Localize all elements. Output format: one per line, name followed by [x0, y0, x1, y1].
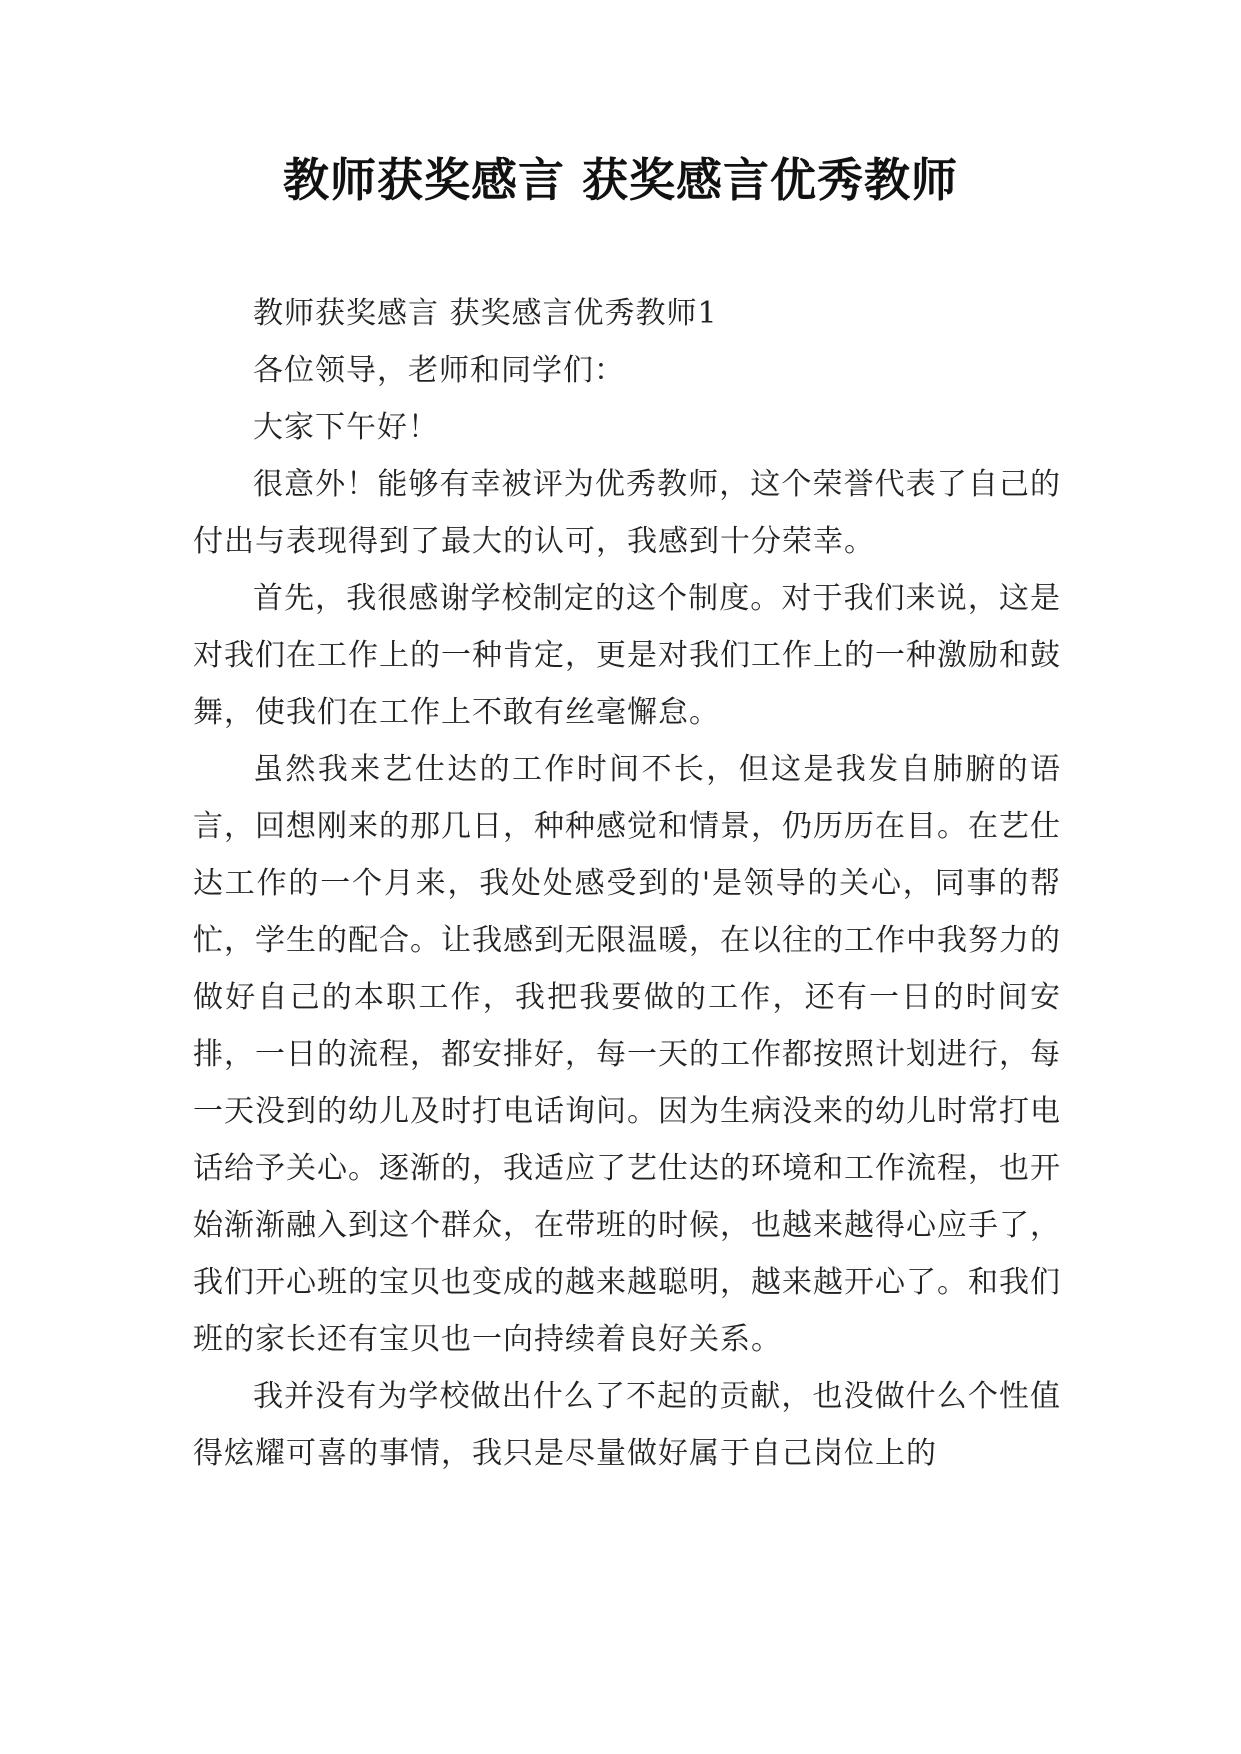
paragraph-greeting: 大家下午好！: [253, 410, 439, 445]
document-title: 教师获奖感言 获奖感言优秀教师: [282, 153, 958, 207]
paragraph-salutation: 各位领导，老师和同学们：: [253, 353, 625, 388]
paragraph: 很意外！能够有幸被评为优秀教师，这个荣誉代表了自己的付出与表现得到了最大的认可，我感到十分荣幸。: [193, 467, 1061, 559]
paragraph: 首先，我很感谢学校制定的这个制度。对于我们来说，这是对我们在工作上的一种肯定，更是对我们工作上的一种激励和鼓舞，使我们在工作上不敢有丝毫懈怠。: [193, 581, 1061, 730]
document-body: [193, 285, 1061, 1482]
paragraph-heading: 教师获奖感言 获奖感言优秀教师1: [253, 296, 718, 331]
paragraph: 我并没有为学校做出什么了不起的贡献，也没做什么个性值得炫耀可喜的事情，我只是尽量做好属于自己岗位上的: [193, 1379, 1061, 1471]
paragraph: 虽然我来艺仕达的工作时间不长，但这是我发自肺腑的语言，回想刚来的那几日，种种感觉和情景，仍历历在目。在艺仕达工作的一个月来，我处处感受到的'是领导的关心，同事的帮忙，学生的配合。让我感到无限温暖，在以往的工作中我努力的做好自己的本职工作，我把我要做的工作，还有一日的时间安排，一日的流程，都安排好，每一天的工作都按照计划进行，每一天没到的幼儿及时打电话询问。因为生病没来的幼儿时常打电话给予关心。逐渐的，我适应了艺仕达的环境和工作流程，也开始渐渐融入到这个群众，在带班的时候，也越来越得心应手了，我们开心班的宝贝也变成的越来越聪明，越来越开心了。和我们班的家长还有宝贝也一向持续着良好关系。: [193, 752, 1061, 1357]
